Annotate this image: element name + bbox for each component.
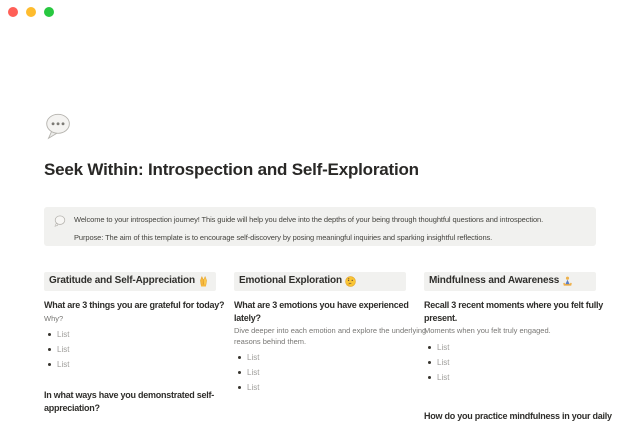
callout-purpose-text[interactable]: Purpose: The aim of this template is to encourage self-discovery by posing meaningful inquiries and sparking insightful reflections. (74, 232, 543, 243)
caption-dive-deeper-line2[interactable]: reasons behind them. (234, 337, 406, 348)
list-item[interactable]: List (424, 356, 596, 371)
heading-gratitude[interactable] (44, 272, 216, 291)
close-window-button[interactable] (8, 7, 18, 17)
heading-mindfulness[interactable] (424, 272, 596, 291)
question-self-appreciation-line2-clipped[interactable]: appreciation? (44, 402, 216, 415)
caption-engaged[interactable]: Moments when you felt truly engaged. (424, 326, 596, 337)
list-item[interactable]: List (234, 351, 406, 366)
question-present-line2[interactable]: present. (424, 312, 596, 325)
question-grateful-today[interactable]: What are 3 things you are grateful for today? (44, 299, 216, 312)
speech-balloon-icon (44, 112, 73, 141)
list-item[interactable]: List (424, 341, 596, 356)
heading-emotional-label: Emotional Exploration (239, 275, 342, 286)
window-controls (8, 7, 54, 17)
person-in-lotus-icon (562, 276, 573, 287)
question-present-line1[interactable]: Recall 3 recent moments where you felt fully (424, 299, 596, 312)
list-item[interactable]: List (234, 381, 406, 396)
heading-mindfulness-label: Mindfulness and Awareness (429, 275, 559, 286)
folded-hands-icon (198, 276, 209, 287)
page-icon-speech-balloon[interactable] (44, 112, 73, 141)
page-title[interactable]: Seek Within: Introspection and Self-Exploration (44, 160, 604, 180)
list-item[interactable]: List (424, 371, 596, 386)
list-item[interactable]: List (44, 358, 216, 373)
zoom-window-button[interactable] (44, 7, 54, 17)
caption-why[interactable]: Why? (44, 314, 216, 325)
mindfulness-list (424, 341, 596, 386)
list-item[interactable]: List (234, 366, 406, 381)
emotions-list (234, 351, 406, 396)
thought-balloon-icon (54, 215, 66, 227)
list-item[interactable]: List (44, 343, 216, 358)
heading-gratitude-label: Gratitude and Self-Appreciation (49, 275, 195, 286)
thinking-face-icon (345, 276, 356, 287)
caption-dive-deeper-line1[interactable]: Dive deeper into each emotion and explore the underlying (234, 326, 406, 337)
list-item[interactable]: List (44, 328, 216, 343)
question-mindfulness-clipped[interactable]: How do you practice mindfulness in your daily (424, 410, 596, 422)
heading-emotional[interactable] (234, 272, 406, 291)
minimize-window-button[interactable] (26, 7, 36, 17)
question-self-appreciation-line1[interactable]: In what ways have you demonstrated self- (44, 389, 216, 402)
question-emotions-line1[interactable]: What are 3 emotions you have experienced (234, 299, 406, 312)
question-emotions-line2[interactable]: lately? (234, 312, 406, 325)
callout-block[interactable] (44, 207, 596, 246)
callout-welcome-text[interactable]: Welcome to your introspection journey! This guide will help you delve into the depths of your being through thoughtful questions and introspection. (74, 214, 543, 225)
gratitude-list (44, 328, 216, 373)
